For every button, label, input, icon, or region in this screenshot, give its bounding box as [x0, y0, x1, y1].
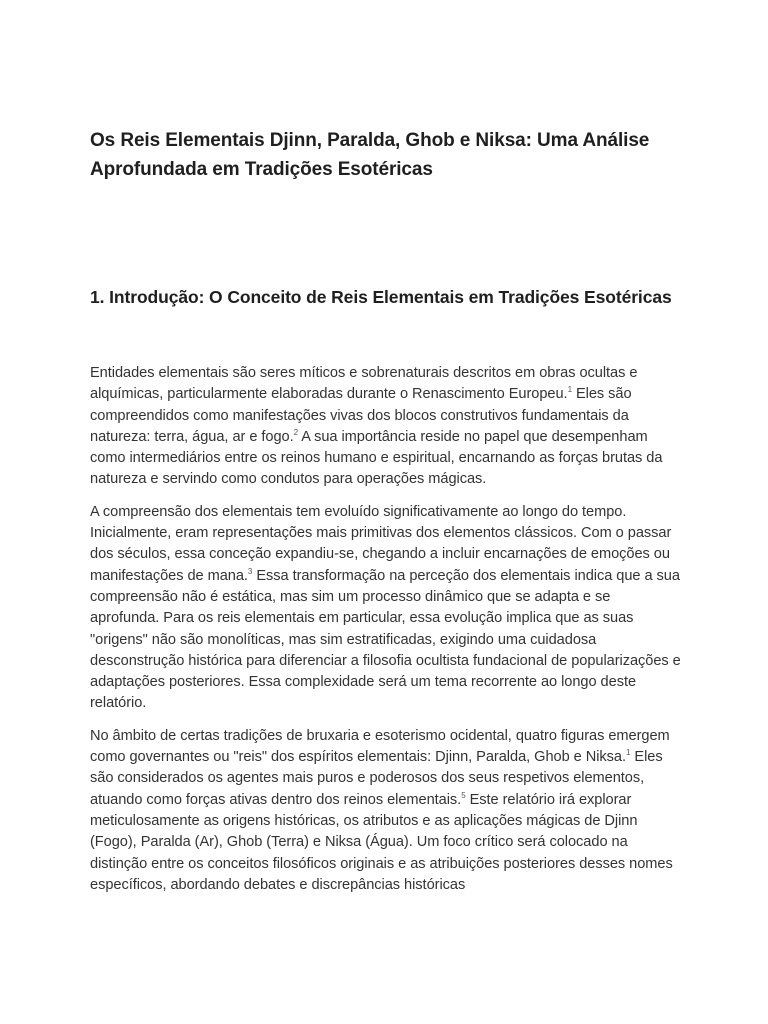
footnote-reference[interactable]: 2: [293, 427, 299, 437]
paragraph: [90, 363, 682, 491]
footnote-reference[interactable]: 5: [461, 790, 466, 800]
paragraph-text: No âmbito de certas tradições de bruxaria e esoterismo ocidental, quatro figuras emergem como governantes ou "reis" dos espíritos elementais: Djinn, Paralda, Ghob e Niksa.: [90, 727, 670, 766]
paragraph: [90, 726, 682, 896]
paragraph-text: Essa transformação na perceção dos elementais indica que a sua compreensão não é estática, mas sim um processo dinâmico que se adapta e se aprofunda. Para os reis elementais em particular, essa evolução implica que as suas "origens" não são monolíticas, mas sim estratificadas, exigindo uma cuidadosa desconstrução histórica para diferenciar a filosofia ocultista fundacional de popularizações e adaptações posteriores. Essa complexidade será um tema recorrente ao longo deste relatório.: [90, 567, 681, 712]
document-title: Os Reis Elementais Djinn, Paralda, Ghob e Niksa: Uma Análise Aprofundada em Tradições Esotéricas: [90, 130, 650, 180]
section-body: [90, 363, 682, 896]
document-page: [90, 126, 682, 896]
footnote-reference[interactable]: 3: [247, 566, 253, 576]
paragraph-text: Eles são considerados os agentes mais puros e poderosos dos seus respetivos elementos, atuando como forças ativas dentro dos reinos elementais.: [90, 749, 663, 808]
footnote-reference[interactable]: 1: [625, 748, 631, 758]
section-heading: 1. Introdução: O Conceito de Reis Elementais em Tradições Esotéricas: [90, 287, 672, 307]
paragraph: [90, 502, 682, 715]
paragraph-text: A sua importância reside no papel que desempenham como intermediários entre os reinos humano e espiritual, encarnando as forças brutas da natureza e servindo como condutos para operações mágicas.: [90, 428, 663, 488]
paragraph-text: Entidades elementais são seres míticos e sobrenaturais descritos em obras ocultas e alquímicas, particularmente elaboradas durante o Renascimento Europeu.: [90, 365, 638, 403]
paragraph-text: Eles são compreendidos como manifestações vivas dos blocos construtivos fundamentais da natureza: terra, água, ar e fogo.: [90, 386, 632, 445]
paragraph-text: Este relatório irá explorar meticulosamente as origens históricas, os atributos e as aplicações mágicas de Djinn (Fogo), Paralda (Ar), Ghob (Terra) e Niksa (Água). Um foco crítico será colocado na distinção entre os conceitos filosóficos originais e as atribuições posteriores desses nomes específicos, abordando debates e discrepâncias históricas: [90, 791, 673, 893]
paragraph-text: A compreensão dos elementais tem evoluído significativamente ao longo do tempo. Inicialmente, eram representações mais primitivas dos elementos clássicos. Com o passar dos séculos, essa conceção expandiu-se, chegando a incluir encarnações de emoções ou manifestações de mana.: [90, 503, 672, 584]
footnote-reference[interactable]: 1: [567, 385, 572, 395]
